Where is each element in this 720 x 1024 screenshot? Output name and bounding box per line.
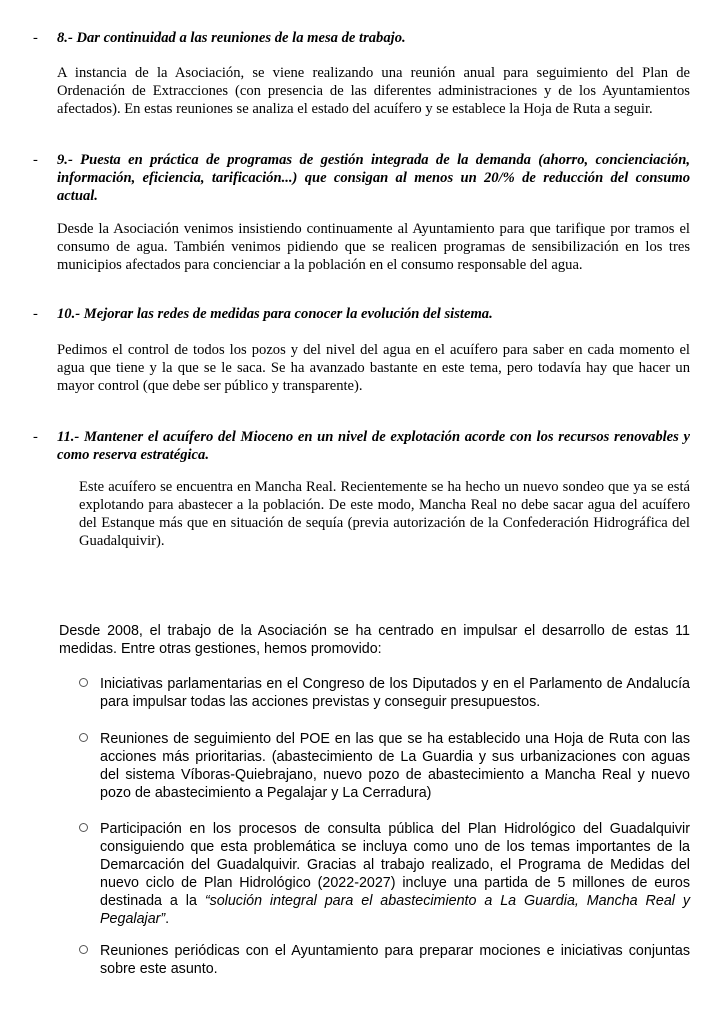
- list-item-text: [100, 820, 690, 928]
- list-item-text-tail: .: [165, 911, 170, 927]
- list-dash: -: [33, 429, 38, 445]
- section-body: Desde la Asociación venimos insistiendo continuamente al Ayuntamiento para que tarifique por tramos el consumo de agua. También venimos pidiendo que se realicen programas de sensibilización en los tres municipios afectados para concienciar a la población en el consumo responsable del agua.: [57, 221, 690, 273]
- section-heading: 11.- Mantener el acuífero del Mioceno en un nivel de explotación acorde con los recursos renovables y como reserva estratégica.: [57, 429, 690, 463]
- list-item-quote: “solución integral para el abastecimiento a La Guardia, Mancha Real y Pegalajar”: [100, 893, 690, 927]
- section-body: Este acuífero se encuentra en Mancha Real. Recientemente se ha hecho un nuevo sondeo que ya se está explotando para abastecer a la población. De este modo, Mancha Real no debe sacar agua del acuífero del Estanque más que en situación de sequía (previa autorización de la Confederación Hidrográfica del Guadalquivir).: [79, 479, 690, 549]
- bullet-circle-icon: [79, 678, 88, 687]
- section-body: Pedimos el control de todos los pozos y del nivel del agua en el acuífero para saber en cada momento el agua que tiene y la que se le saca. Se ha avanzado bastante en este tema, pero todavía hay que hacer un mayor control (que debe ser público y transparente).: [57, 342, 690, 394]
- list-dash: -: [33, 152, 38, 168]
- list-dash: -: [33, 30, 38, 46]
- bullet-circle-icon: [79, 945, 88, 954]
- section-heading: 8.- Dar continuidad a las reuniones de la mesa de trabajo.: [57, 30, 406, 46]
- section-body: A instancia de la Asociación, se viene realizando una reunión anual para seguimiento del Plan de Ordenación de Extracciones (con presencia de las diferentes administraciones y de los Ayuntamientos afectados). En estas reuniones se analiza el estado del acuífero y se establece la Hoja de Ruta a seguir.: [57, 65, 690, 117]
- list-item-text: Reuniones de seguimiento del POE en las que se ha establecido una Hoja de Ruta con las acciones más prioritarias. (abastecimiento de La Guardia y sus urbanizaciones con aguas del sistema Víboras-Quiebrajano, nuevo pozo de abastecimiento a Mancha Real y nuevo pozo de abastecimiento a Pegalajar y La Cerradura): [100, 731, 690, 801]
- bullet-circle-icon: [79, 733, 88, 742]
- list-item-text: Reuniones periódicas con el Ayuntamiento para preparar mociones e iniciativas conjuntas sobre este asunto.: [100, 943, 690, 977]
- section-heading: 9.- Puesta en práctica de programas de gestión integrada de la demanda (ahorro, concienciación, información, eficiencia, tarificación...) que consigan al menos un 20/% de reducción del consumo actual.: [57, 152, 690, 204]
- list-item-text: Iniciativas parlamentarias en el Congreso de los Diputados y en el Parlamento de Andalucía para impulsar todas las acciones previstas y conseguir presupuestos.: [100, 676, 690, 710]
- section-heading: 10.- Mejorar las redes de medidas para conocer la evolución del sistema.: [57, 306, 493, 322]
- bullet-circle-icon: [79, 823, 88, 832]
- list-dash: -: [33, 306, 38, 322]
- list-item-text-main: Participación en los procesos de consulta pública del Plan Hidrológico del Guadalquivir consiguiendo que esta problemática se incluya como uno de los temas importantes de la Demarcación del Guadalquivir. Gracias al trabajo realizado, el Programa de Medidas del nuevo ciclo de Plan Hidrológico (2022-2027) incluye una partida de 5 millones de euros destinada a la: [100, 821, 690, 909]
- intro-paragraph: Desde 2008, el trabajo de la Asociación se ha centrado en impulsar el desarrollo de estas 11 medidas. Entre otras gestiones, hemos promovido:: [59, 623, 690, 657]
